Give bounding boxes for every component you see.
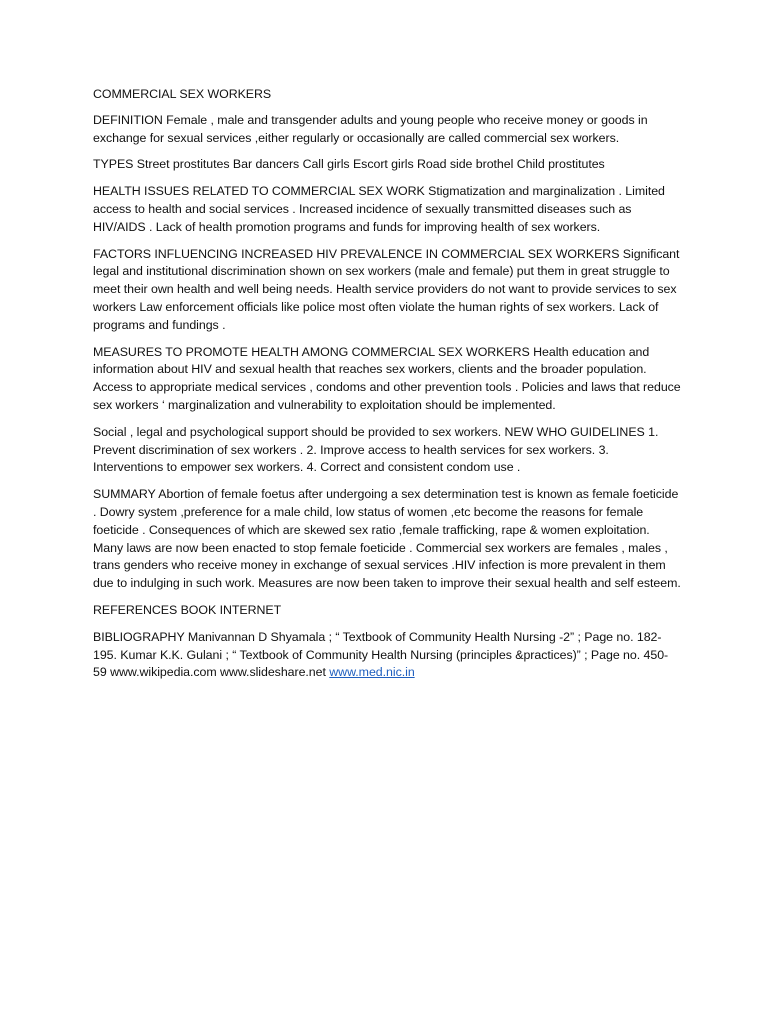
- definition-paragraph: DEFINITION Female , male and transgender adults and young people who receive money or goods in exchange for sexual services ,either regularly or occasionally are called commercial sex workers.: [93, 112, 648, 145]
- summary-paragraph: SUMMARY Abortion of female foetus after undergoing a sex determination test is known as female foeticide . Dowry system ,preference for a male child, low status of women ,etc become the reasons for female foeticide . Consequences of which are skewed sex ratio ,female trafficking, rape & women exploitation. Many laws are now been enacted to stop female foeticide . Commercial sex workers are females , males , trans genders who receive money in exchange of sexual services .HIV infection is more prevalent in them due to indulging in such work. Measures are now been taken to improve their sexual health and self esteem.: [93, 487, 681, 591]
- health-issues-paragraph: HEALTH ISSUES RELATED TO COMMERCIAL SEX WORK Stigmatization and marginalization . Limited access to health and social services . Increased incidence of sexually transmitted diseases such as HIV/AIDS . Lack of health promotion programs and funds for improving health of sex workers.: [93, 184, 665, 234]
- document-title: COMMERCIAL SEX WORKERS: [93, 87, 272, 101]
- bibliography-text: BIBLIOGRAPHY Manivannan D Shyamala ; “ Textbook of Community Health Nursing -2” ; Page no. 182-195. Kumar K.K. Gulani ; “ Textbook of Community Health Nursing (principles &practices)” ; Page no. 450-59 www.wikipedia.com www.slideshare.net: [93, 629, 669, 680]
- types-paragraph: TYPES Street prostitutes Bar dancers Call girls Escort girls Road side brothel Child prostitutes: [93, 157, 605, 172]
- document-page: [93, 86, 681, 691]
- bibliography-paragraph: [93, 629, 681, 682]
- references-paragraph: REFERENCES BOOK INTERNET: [93, 602, 282, 617]
- factors-paragraph: FACTORS INFLUENCING INCREASED HIV PREVALENCE IN COMMERCIAL SEX WORKERS Significant legal and institutional discrimination shown on sex workers (male and female) put them in great struggle to meet their own health and well being needs. Health service providers do not want to provide services to sex workers Law enforcement officials like police most often violate the human rights of sex workers. Lack of programs and fundings .: [93, 246, 680, 332]
- support-guidelines-paragraph: Social , legal and psychological support should be provided to sex workers. NEW WHO GUIDELINES 1. Prevent discrimination of sex workers . 2. Improve access to health services for sex workers. 3. Interventions to empower sex workers. 4. Correct and consistent condom use .: [93, 424, 659, 475]
- med-nic-link[interactable]: www.med.nic.in: [329, 665, 415, 680]
- measures-paragraph: MEASURES TO PROMOTE HEALTH AMONG COMMERCIAL SEX WORKERS Health education and information about HIV and sexual health that reaches sex workers, clients and the broader population. Access to appropriate medical services , condoms and other prevention tools . Policies and laws that reduce sex workers ‘ marginalization and vulnerability to exploitation should be implemented.: [93, 344, 681, 412]
